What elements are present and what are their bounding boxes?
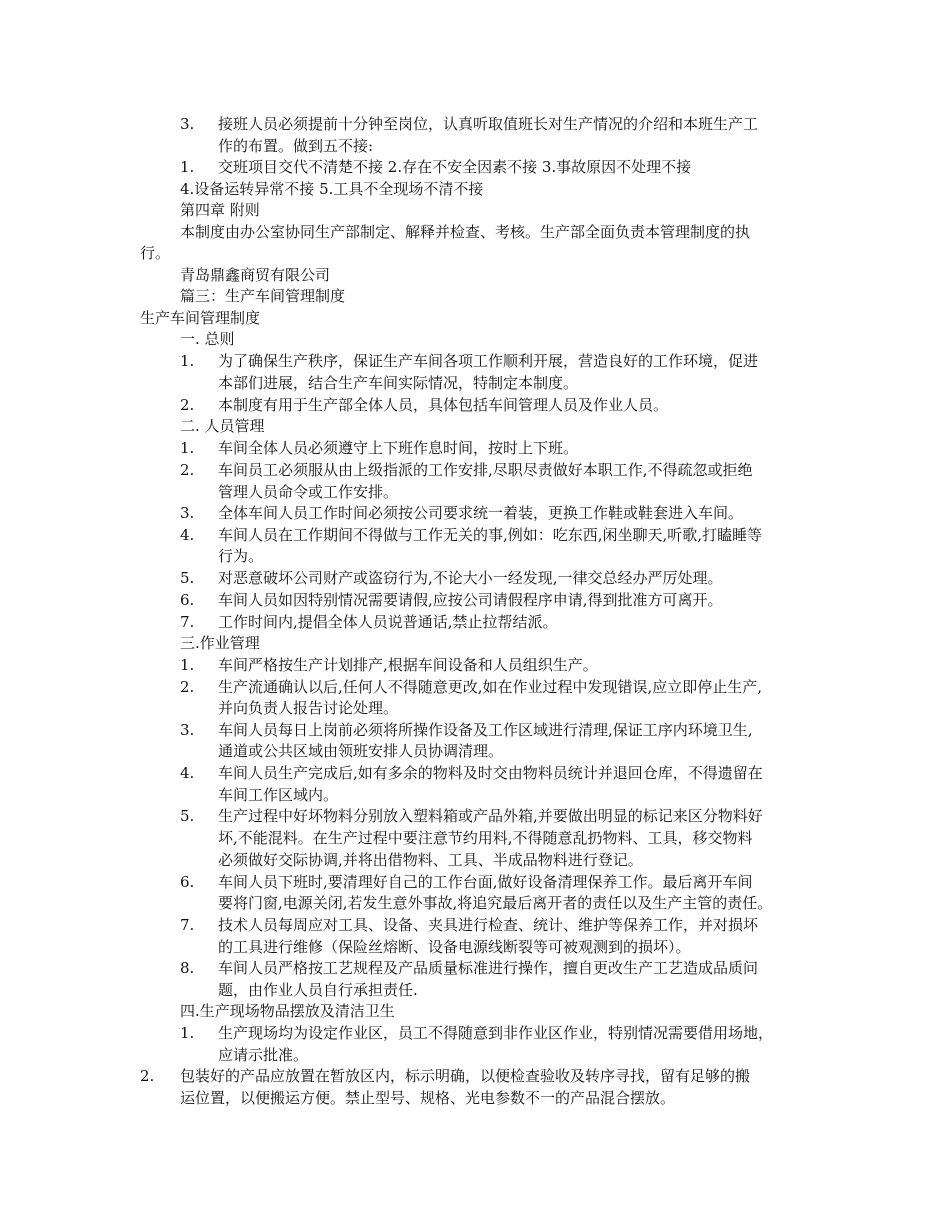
list-number: 1. bbox=[180, 656, 195, 674]
document-title: 生产车间管理制度 bbox=[140, 309, 261, 327]
chapter-heading: 第四章 附则 bbox=[180, 201, 260, 219]
list-item-line: 车间人员下班时,要清理好自己的工作台面,做好设备清理保养工作。最后离开车间 bbox=[218, 873, 753, 891]
list-number: 3. bbox=[180, 504, 195, 522]
list-item-line: 行为。 bbox=[218, 547, 264, 565]
list-item-line: 生产过程中好坏物料分别放入塑料箱或产品外箱,并要做出明显的标记来区分物料好 bbox=[218, 807, 763, 825]
list-item-line: 全体车间人员工作时间必须按公司要求统一着装，更换工作鞋或鞋套进入车间。 bbox=[218, 504, 744, 522]
list-number: 6. bbox=[180, 591, 195, 609]
list-item-line: 车间员工必须服从由上级指派的工作安排,尽职尽责做好本职工作,不得疏忽或拒绝 bbox=[218, 461, 753, 479]
paragraph-line: 交班项目交代不清楚不接 2.存在不安全因素不接 3.事故原因不处理不接 bbox=[218, 158, 692, 176]
list-item-line: 管理人员命令或工作安排。 bbox=[218, 483, 399, 501]
list-item-line: 生产流通确认以后,任何人不得随意更改,如在作业过程中发现错误,应立即停止生产, bbox=[218, 678, 763, 696]
list-item-line: 通道或公共区域由领班安排人员协调清理。 bbox=[218, 742, 504, 760]
list-number: 1. bbox=[180, 1024, 195, 1042]
list-number: 1. bbox=[180, 158, 195, 176]
list-item-line: 生产现场均为设定作业区，员工不得随意到非作业区作业，特别情况需要借用场地， bbox=[218, 1024, 774, 1042]
paragraph-line: 4.设备运转异常不接 5.工具不全现场不清不接 bbox=[180, 180, 484, 198]
part-heading: 篇三：生产车间管理制度 bbox=[180, 287, 346, 305]
list-number: 3. bbox=[180, 115, 195, 133]
list-number: 4. bbox=[180, 764, 195, 782]
list-item-line: 题，由作业人员自行承担责任. bbox=[218, 981, 418, 999]
list-item-line: 的工具进行维修（保险丝熔断、设备电源线断裂等可被观测到的损坏）。 bbox=[218, 938, 691, 956]
list-item-line: 技术人员每周应对工具、设备、夹具进行检查、统计、维护等保养工作，并对损坏 bbox=[218, 916, 759, 934]
list-number: 5. bbox=[180, 807, 195, 825]
list-item-line: 要将门窗,电源关闭,若发生意外事故,将追究最后离开者的责任以及生产主管的责任。 bbox=[218, 894, 773, 912]
list-number: 6. bbox=[180, 873, 195, 891]
list-item-line: 车间人员生产完成后,如有多余的物料及时交由物料员统计并退回仓库，不得遗留在 bbox=[218, 764, 763, 782]
paragraph-line: 本制度由办公室协同生产部制定、解释并检查、考核。生产部全面负责本管理制度的执 bbox=[180, 223, 751, 241]
section-heading: 四.生产现场物品摆放及清洁卫生 bbox=[180, 1002, 395, 1020]
list-item-line: 包装好的产品应放置在暂放区内，标示明确，以便检查验收及转序寻找，留有足够的搬 bbox=[180, 1067, 751, 1085]
list-item-line: 必须做好交际协调,并将出借物料、工具、半成品物料进行登记。 bbox=[218, 851, 643, 869]
list-item-line: 车间全体人员必须遵守上下班作息时间，按时上下班。 bbox=[218, 439, 579, 457]
paragraph-line: 接班人员必须提前十分钟至岗位，认真听取值班长对生产情况的介绍和本班生产工 bbox=[218, 115, 759, 133]
list-item-line: 车间人员严格按工艺规程及产品质量标准进行操作，擅自更改生产工艺造成品质问 bbox=[218, 959, 759, 977]
list-number: 7. bbox=[180, 916, 195, 934]
company-name: 青岛鼎鑫商贸有限公司 bbox=[180, 266, 331, 284]
paragraph-line: 作的布置。做到五不接: bbox=[218, 137, 374, 155]
list-item-line: 工作时间内,提倡全体人员说普通话,禁止拉帮结派。 bbox=[218, 613, 558, 631]
list-number: 8. bbox=[180, 959, 195, 977]
list-item-line: 车间严格按生产计划排产,根据车间设备和人员组织生产。 bbox=[218, 656, 598, 674]
section-heading: 一. 总则 bbox=[180, 330, 235, 348]
list-number: 5. bbox=[180, 569, 195, 587]
list-item-line: 车间人员如因特别情况需要请假,应按公司请假程序申请,得到批准方可离开。 bbox=[218, 591, 723, 609]
list-number: 2. bbox=[180, 461, 195, 479]
list-number: 2. bbox=[180, 678, 195, 696]
list-item-line: 车间人员每日上岗前必须将所操作设备及工作区域进行清理,保证工序内环境卫生, bbox=[218, 721, 753, 739]
section-heading: 三.作业管理 bbox=[180, 634, 260, 652]
list-item-line: 为了确保生产秩序，保证生产车间各项工作顺利开展，营造良好的工作环境，促进 bbox=[218, 352, 759, 370]
list-number: 2. bbox=[180, 396, 195, 414]
list-item-line: 车间工作区域内。 bbox=[218, 786, 339, 804]
list-item-line: 对恶意破坏公司财产或盗窃行为,不论大小一经发现,一律交总经办严厉处理。 bbox=[218, 569, 723, 587]
list-number: 3. bbox=[180, 721, 195, 739]
list-number: 1. bbox=[180, 352, 195, 370]
list-number: 7. bbox=[180, 613, 195, 631]
list-item-line: 本部们进展，结合生产车间实际情况，特制定本制度。 bbox=[218, 374, 579, 392]
list-item-line: 坏,不能混料。在生产过程中要注意节约用料,不得随意乱扔物料、工具，移交物料 bbox=[218, 829, 753, 847]
paragraph-line: 行。 bbox=[140, 244, 171, 262]
list-number: 4. bbox=[180, 526, 195, 544]
list-item-line: 应请示批准。 bbox=[218, 1046, 309, 1064]
list-item-line: 本制度有用于生产部全体人员，具体包括车间管理人员及作业人员。 bbox=[218, 396, 669, 414]
list-item-line: 并向负责人报告讨论处理。 bbox=[218, 699, 399, 717]
list-number: 2. bbox=[140, 1067, 155, 1085]
list-number: 1. bbox=[180, 439, 195, 457]
list-item-line: 车间人员在工作期间不得做与工作无关的事,例如：吃东西,闲坐聊天,听歌,打瞌睡等 bbox=[218, 526, 763, 544]
section-heading: 二. 人员管理 bbox=[180, 417, 265, 435]
list-item-line: 运位置，以便搬运方便。禁止型号、规格、光电参数不一的产品混合摆放。 bbox=[180, 1089, 676, 1107]
